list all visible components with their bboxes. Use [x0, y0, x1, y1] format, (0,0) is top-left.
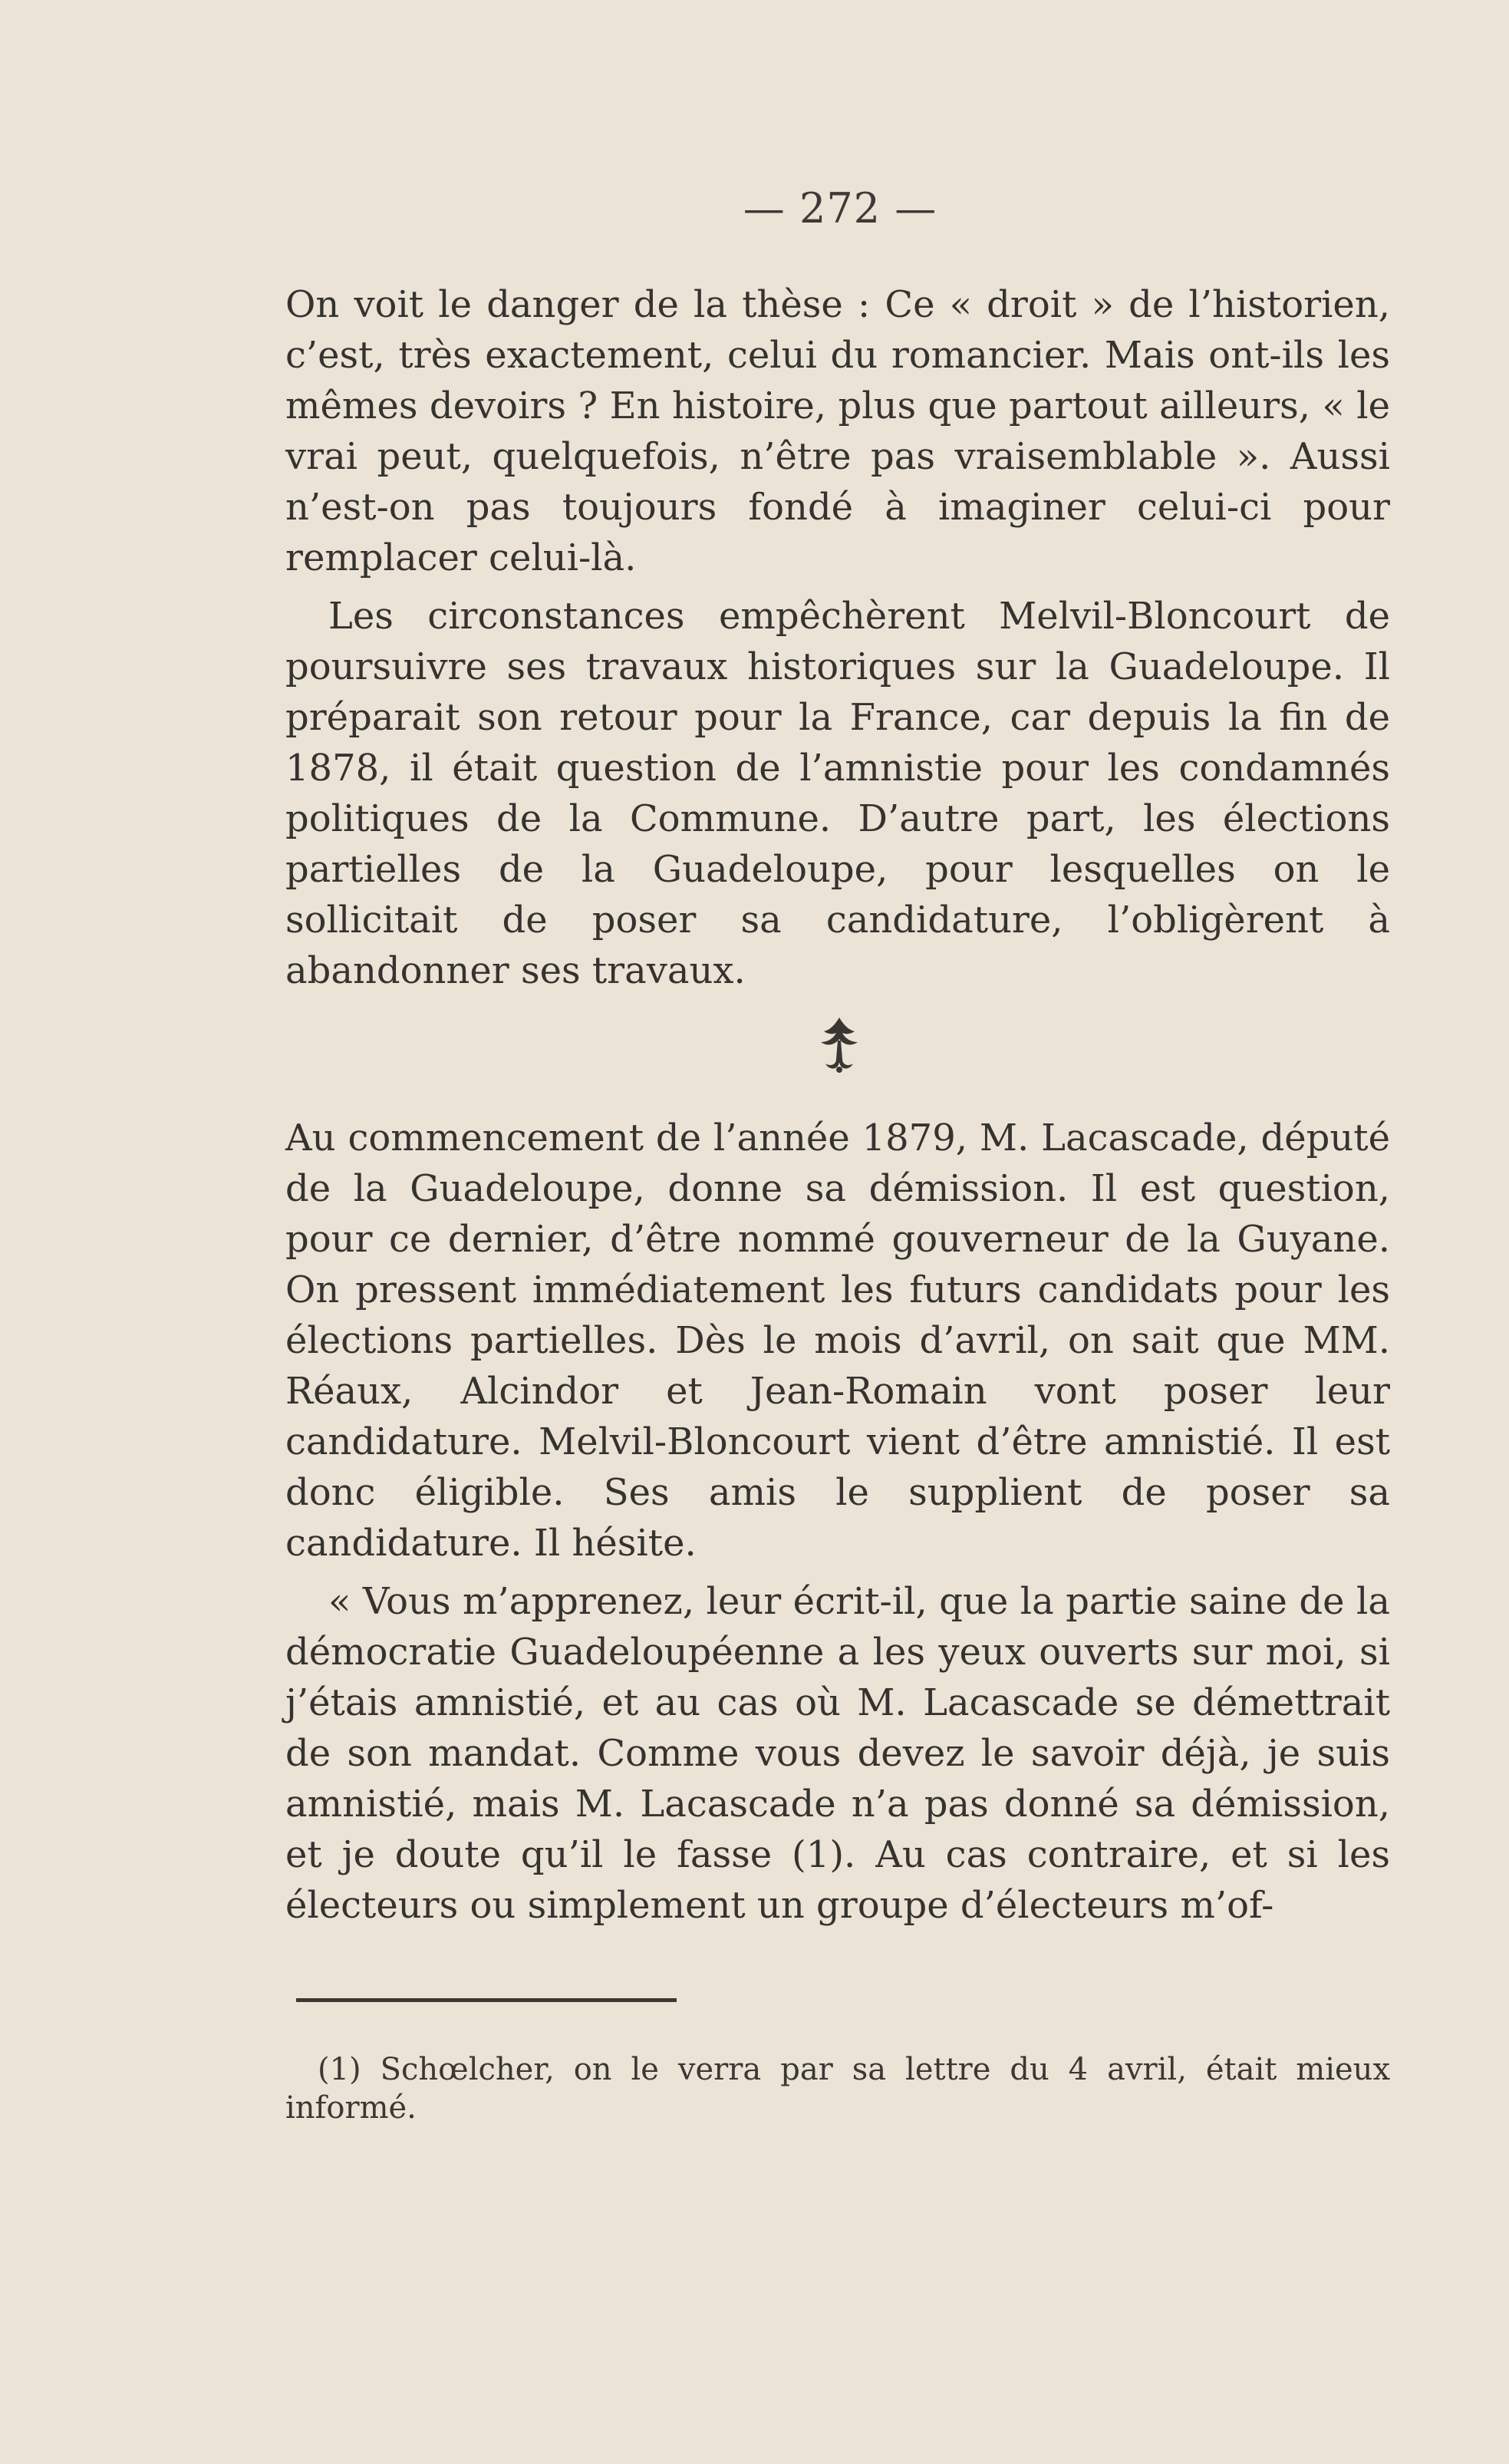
text-section-1 — [285, 279, 1390, 1004]
fleuron-ornament-icon — [807, 1011, 871, 1076]
paragraph: Au commencement de l’année 1879, M. Lacascade, député de la Guadeloupe, donne sa démission. Il est question, pour ce dernier, d’être nommé gouverneur de la Guyane. On pressent immédiatement les futurs candidats pour les élections partielles. Dès le mois d’avril, on sait que MM. Réaux, Alcindor et Jean-Romain vont poser leur candidature. Melvil-Bloncourt vient d’être amnistié. Il est donc éligible. Ses amis le supplient de poser sa candidature. Il hésite. — [285, 1117, 1390, 1565]
footnote-divider — [296, 1998, 677, 2002]
paragraph: « Vous m’apprenez, leur écrit-il, que la partie saine de la démocratie Guadeloupéenne a les yeux ouverts sur moi, si j’étais amnistié, et au cas où M. Lacascade se démettrait de son mandat. Comme vous devez le savoir déjà, je suis amnistié, mais M. Lacascade n’a pas donné sa démission, et je doute qu’il le fasse (1). Au cas contraire, et si les électeurs ou simplement un groupe d’électeurs m’of- — [285, 1580, 1390, 1927]
paragraph: On voit le danger de la thèse : Ce « droit » de l’historien, c’est, très exactement, celui du romancier. Mais ont-ils les mêmes devoirs ? En histoire, plus que partout ailleurs, « le vrai peut, quelquefois, n’être pas vraisemblable ». Aussi n’est-on pas toujours fondé à imaginer celui-ci pour remplacer celui-là. — [285, 283, 1390, 579]
footnote-text: (1) Schœlcher, on le verra par sa lettre du 4 avril, était mieux informé. — [285, 2052, 1390, 2126]
text-section-2 — [285, 1113, 1390, 1938]
footnote — [285, 2050, 1390, 2127]
paragraph: Les circonstances empêchèrent Melvil-Bloncourt de poursuivre ses travaux historiques sur la Guadeloupe. Il préparait son retour pour la France, car depuis la fin de 1878, il était question de l’amnistie pour les condamnés politiques de la Commune. D’autre part, les élections partielles de la Guadeloupe, pour lesquelles on le sollicitait de poser sa candidature, l’obligèrent à abandonner ses travaux. — [285, 595, 1390, 992]
page-number: — 272 — — [743, 184, 937, 233]
